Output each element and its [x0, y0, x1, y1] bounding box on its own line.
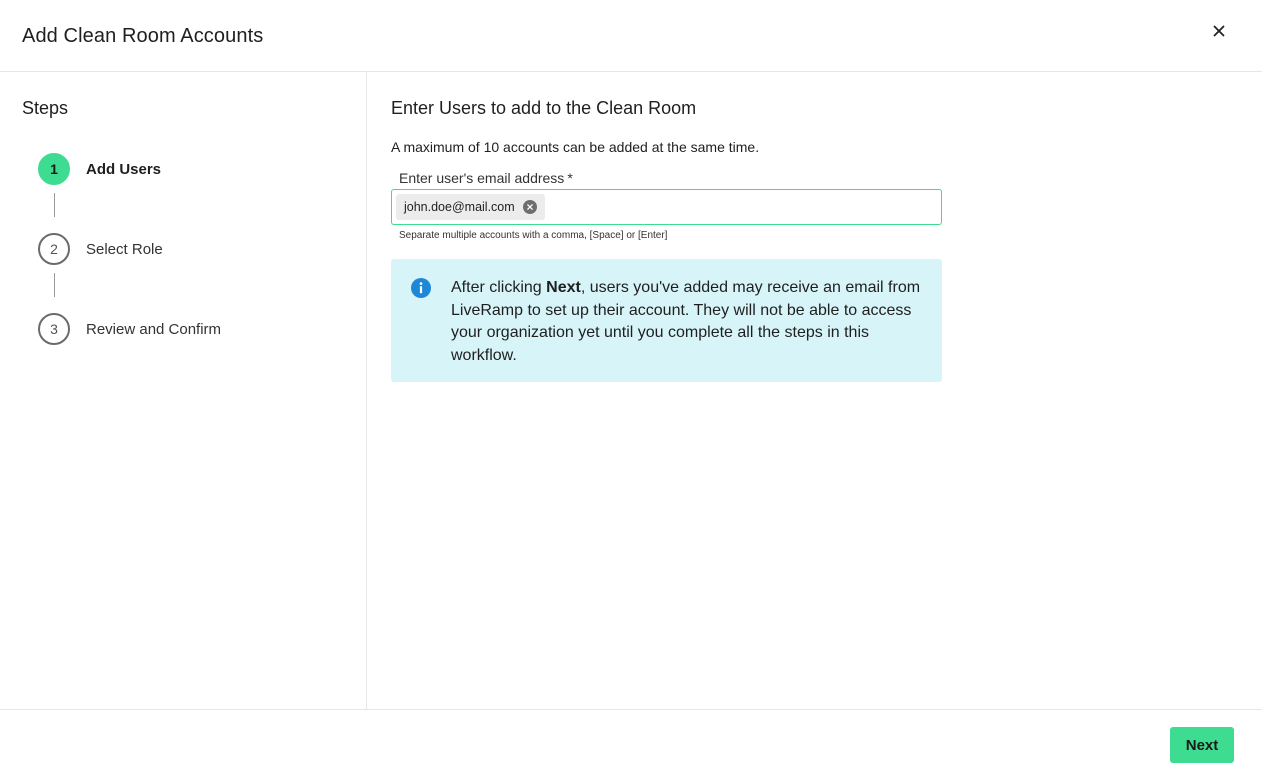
info-text-suffix: , users you've added may receive an email from LiveRamp to set up their account. They will not be able to access your organization yet until you complete all the steps in this workflow.: [451, 279, 921, 364]
section-heading: Enter Users to add to the Clean Room: [391, 98, 697, 118]
info-text: [451, 277, 931, 367]
email-input[interactable]: [391, 189, 942, 225]
step-number: 3: [38, 313, 70, 345]
modal-footer: [0, 709, 1262, 772]
close-button[interactable]: [1208, 20, 1230, 42]
email-chip-label: john.doe@mail.com: [404, 200, 515, 214]
info-text-prefix: After clicking: [451, 279, 547, 296]
next-button[interactable]: Next: [1170, 727, 1234, 763]
step-label: Select Role: [86, 240, 163, 258]
step-number: 1: [38, 153, 70, 185]
steps-sidebar: [0, 72, 367, 709]
step-connector: [54, 193, 55, 217]
email-chip: [396, 194, 545, 220]
step-number: 2: [38, 233, 70, 265]
email-field-label-text: Enter user's email address: [399, 170, 565, 186]
step-select-role[interactable]: [38, 233, 163, 265]
email-helper-text: Separate multiple accounts with a comma, [Space] or [Enter]: [399, 230, 668, 241]
modal-title: Add Clean Room Accounts: [22, 25, 264, 47]
remove-chip-button[interactable]: [523, 200, 537, 214]
required-mark: *: [567, 170, 573, 186]
email-field-label: [399, 170, 573, 186]
close-icon: [1213, 25, 1225, 37]
step-connector: [54, 273, 55, 297]
step-add-users[interactable]: [38, 153, 162, 185]
close-circle-icon: [527, 204, 533, 210]
step-review-and-confirm[interactable]: [38, 313, 222, 345]
step-label: Add Users: [86, 160, 162, 178]
info-text-bold: Next: [546, 279, 581, 296]
info-alert: [391, 259, 942, 382]
step-label: Review and Confirm: [86, 320, 222, 338]
steps-heading: Steps: [22, 98, 69, 118]
info-icon: [411, 278, 431, 298]
modal-header: [0, 0, 1262, 72]
max-accounts-text: A maximum of 10 accounts can be added at the same time.: [391, 139, 760, 155]
